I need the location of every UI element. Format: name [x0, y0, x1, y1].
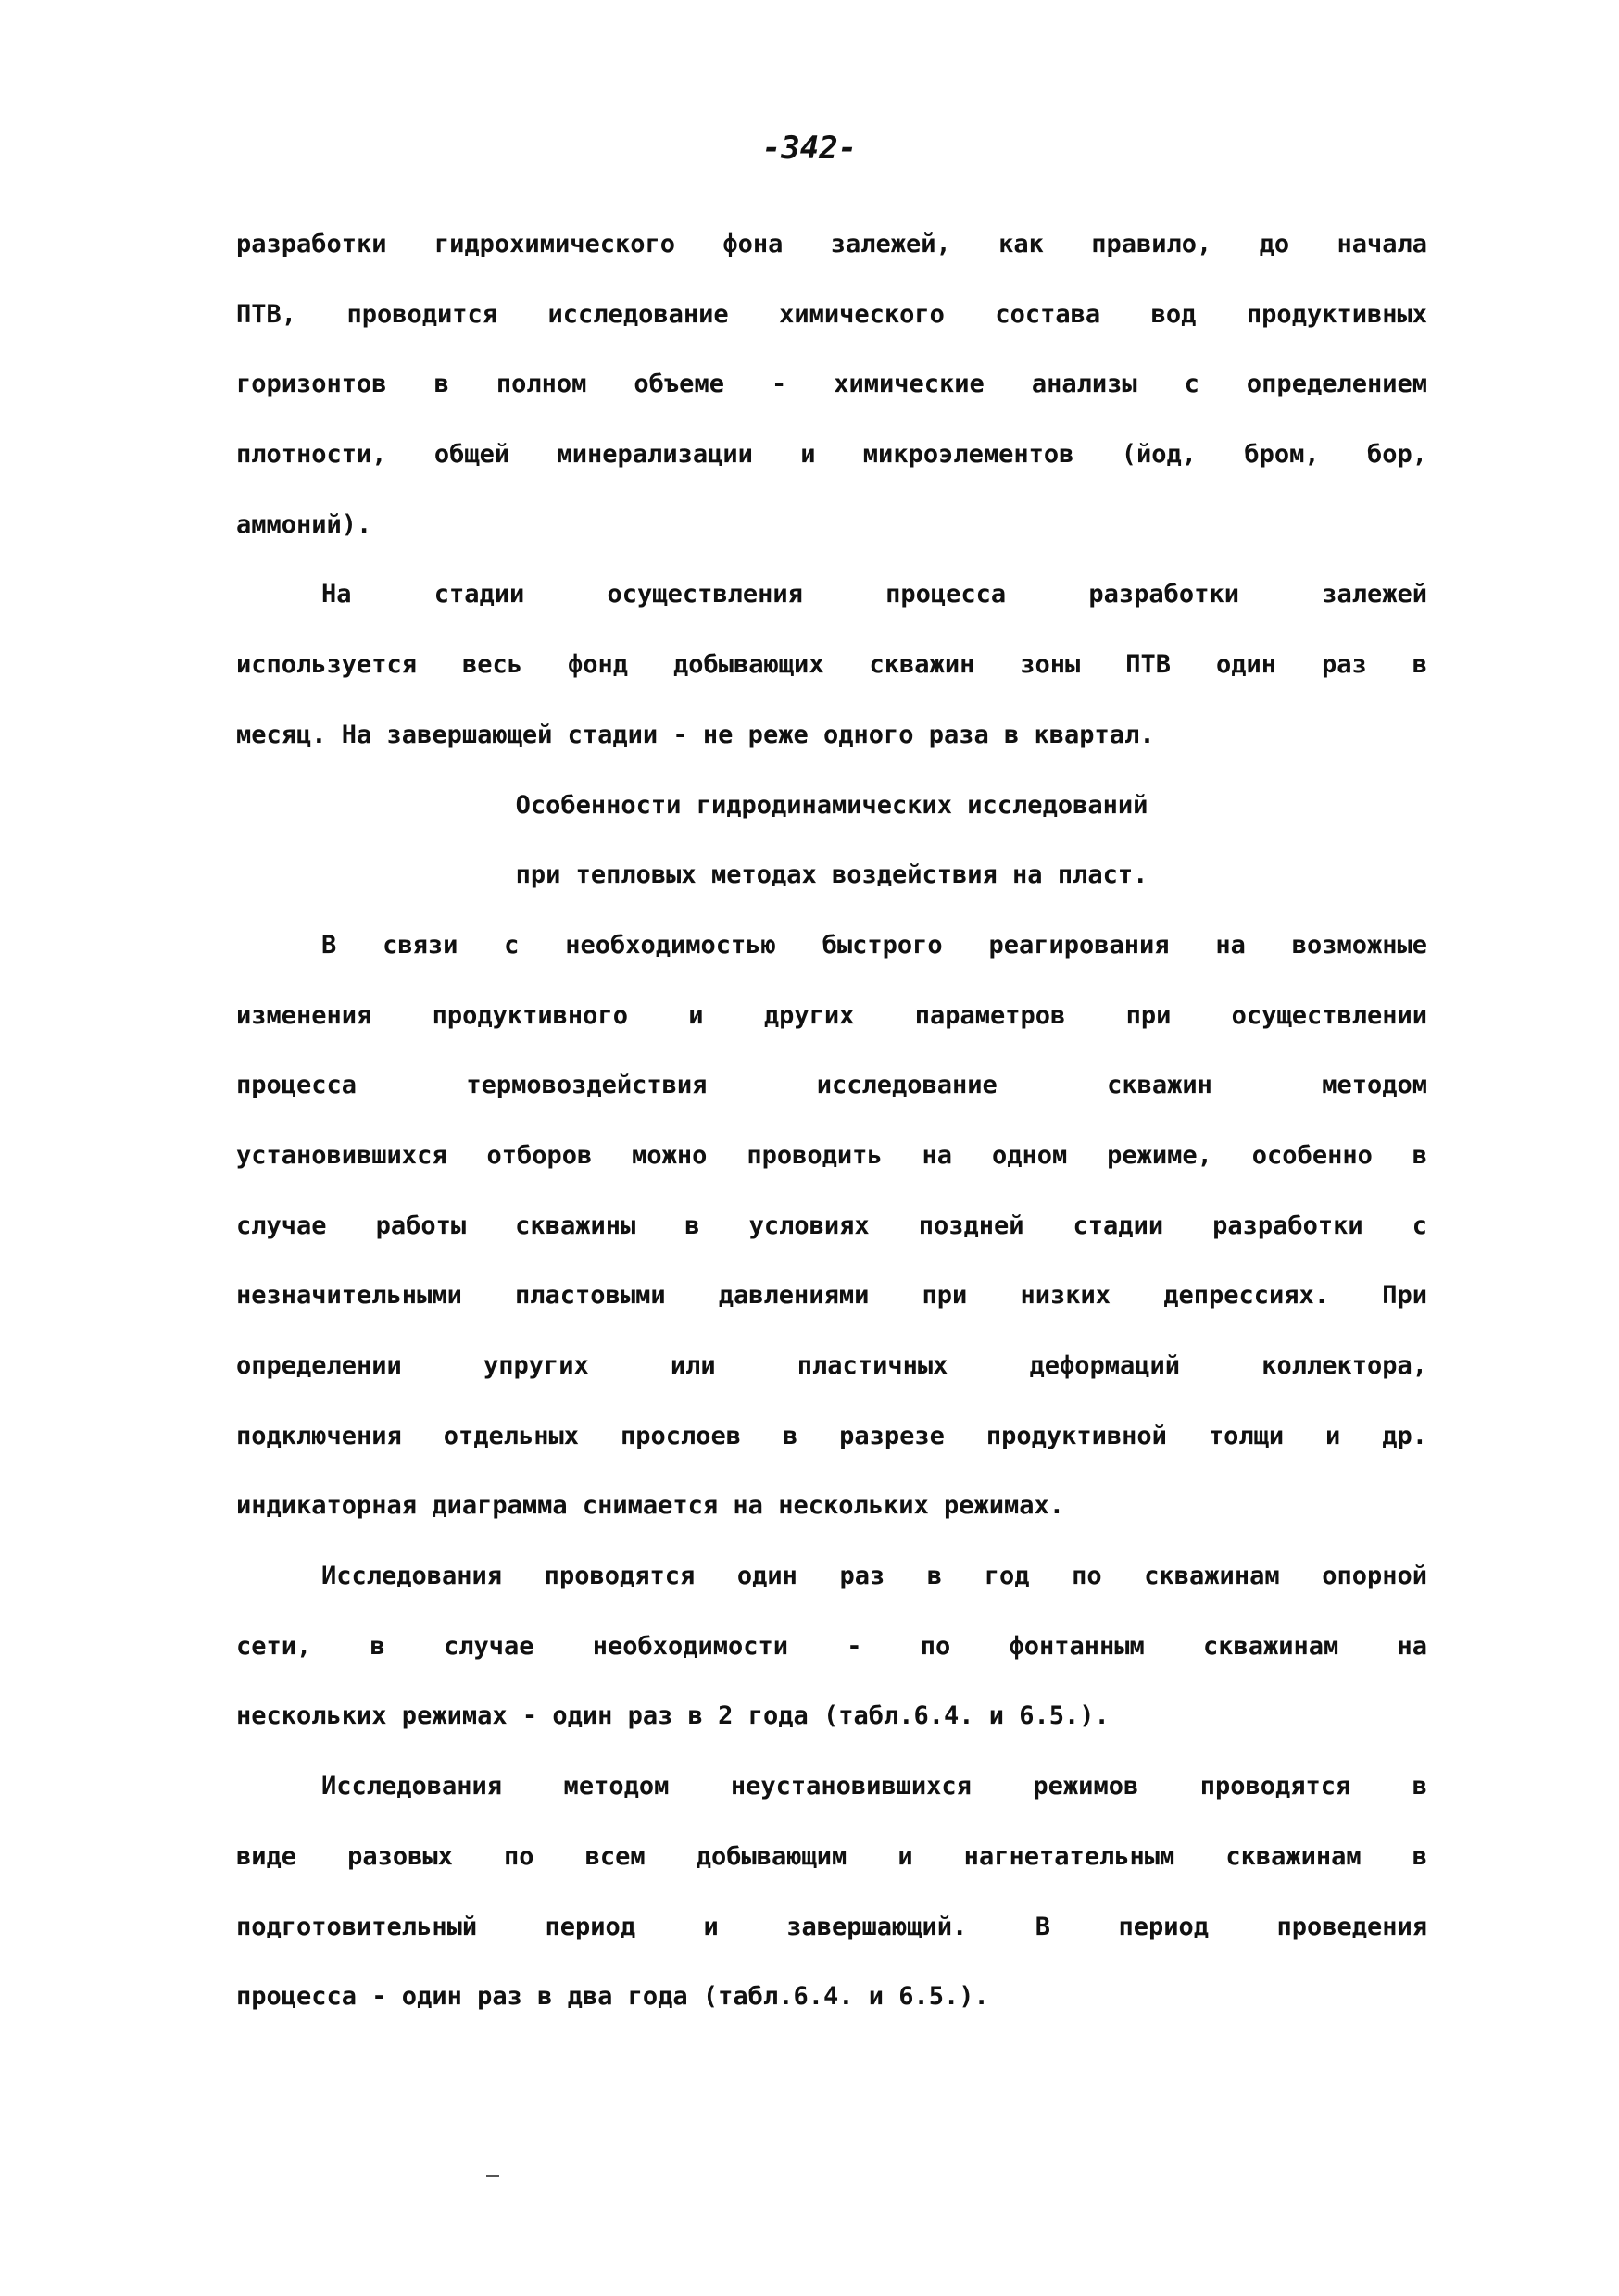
page-body: [236, 209, 1427, 2032]
text-line: В связи с необходимостью быстрого реагирования на возможные: [321, 930, 1427, 960]
text-line: установившихся отборов можно проводить на одном режиме, особенно в: [236, 1140, 1427, 1170]
paragraph-reference-network: [236, 1541, 1427, 1751]
text-line: подключения отдельных прослоев в разрезе продуктивной толщи и др.: [236, 1421, 1427, 1450]
scan-artifact-mark: [486, 2175, 499, 2177]
text-line: незначительными пластовыми давлениями при низких депрессиях. При: [236, 1281, 1427, 1311]
text-line: случае работы скважины в условиях поздней стадии разработки с: [236, 1211, 1427, 1240]
text-line: процесса термовоздействия исследование скважин методом: [236, 1071, 1427, 1100]
text-line: нескольких режимах - один раз в 2 года (табл.6.4. и 6.5.).: [236, 1701, 1110, 1731]
text-line: На стадии осуществления процесса разработки залежей: [321, 580, 1427, 609]
text-line: определении упругих или пластичных деформаций коллектора,: [236, 1351, 1427, 1380]
heading-line: Особенности гидродинамических исследований: [515, 790, 1148, 820]
text-line: сети, в случае необходимости - по фонтанным скважинам на: [236, 1631, 1427, 1661]
section-heading: [236, 771, 1427, 910]
paragraph-steady-state-testing: [236, 910, 1427, 1541]
page-number: -342-: [761, 130, 858, 167]
text-line: используется весь фонд добывающих скважин зоны ПТВ один раз в: [236, 650, 1427, 680]
text-line: индикаторная диаграмма снимается на нескольких режимах.: [236, 1491, 1065, 1521]
text-line: изменения продуктивного и других параметров при осуществлении: [236, 1000, 1427, 1030]
heading-line: при тепловых методах воздействия на пласт.: [515, 860, 1148, 890]
text-line: виде разовых по всем добывающим и нагнетательным скважинам в: [236, 1841, 1427, 1871]
paragraph-transient-testing: [236, 1751, 1427, 2032]
text-line: ПТВ, проводится исследование химического состава вод продуктивных: [236, 299, 1427, 329]
text-line: горизонтов в полном объеме - химические анализы с определением: [236, 370, 1427, 399]
text-line: месяц. На завершающей стадии - не реже одного раза в квартал.: [236, 720, 1155, 749]
text-line: аммоний).: [236, 509, 372, 539]
text-line: плотности, общей минерализации и микроэлементов (йод, бром, бор,: [236, 440, 1427, 470]
text-line: подготовительный период и завершающий. В период проведения: [236, 1912, 1427, 1941]
text-line: процесса - один раз в два года (табл.6.4. и 6.5.).: [236, 1982, 989, 2012]
text-line: Исследования методом неустановившихся режимов проводятся в: [321, 1772, 1427, 1801]
paragraph-hydrochemical-background: [236, 209, 1427, 559]
text-line: Исследования проводятся один раз в год по скважинам опорной: [321, 1562, 1427, 1591]
paragraph-development-stage: [236, 559, 1427, 770]
text-line: разработки гидрохимического фона залежей, как правило, до начала: [236, 230, 1427, 258]
